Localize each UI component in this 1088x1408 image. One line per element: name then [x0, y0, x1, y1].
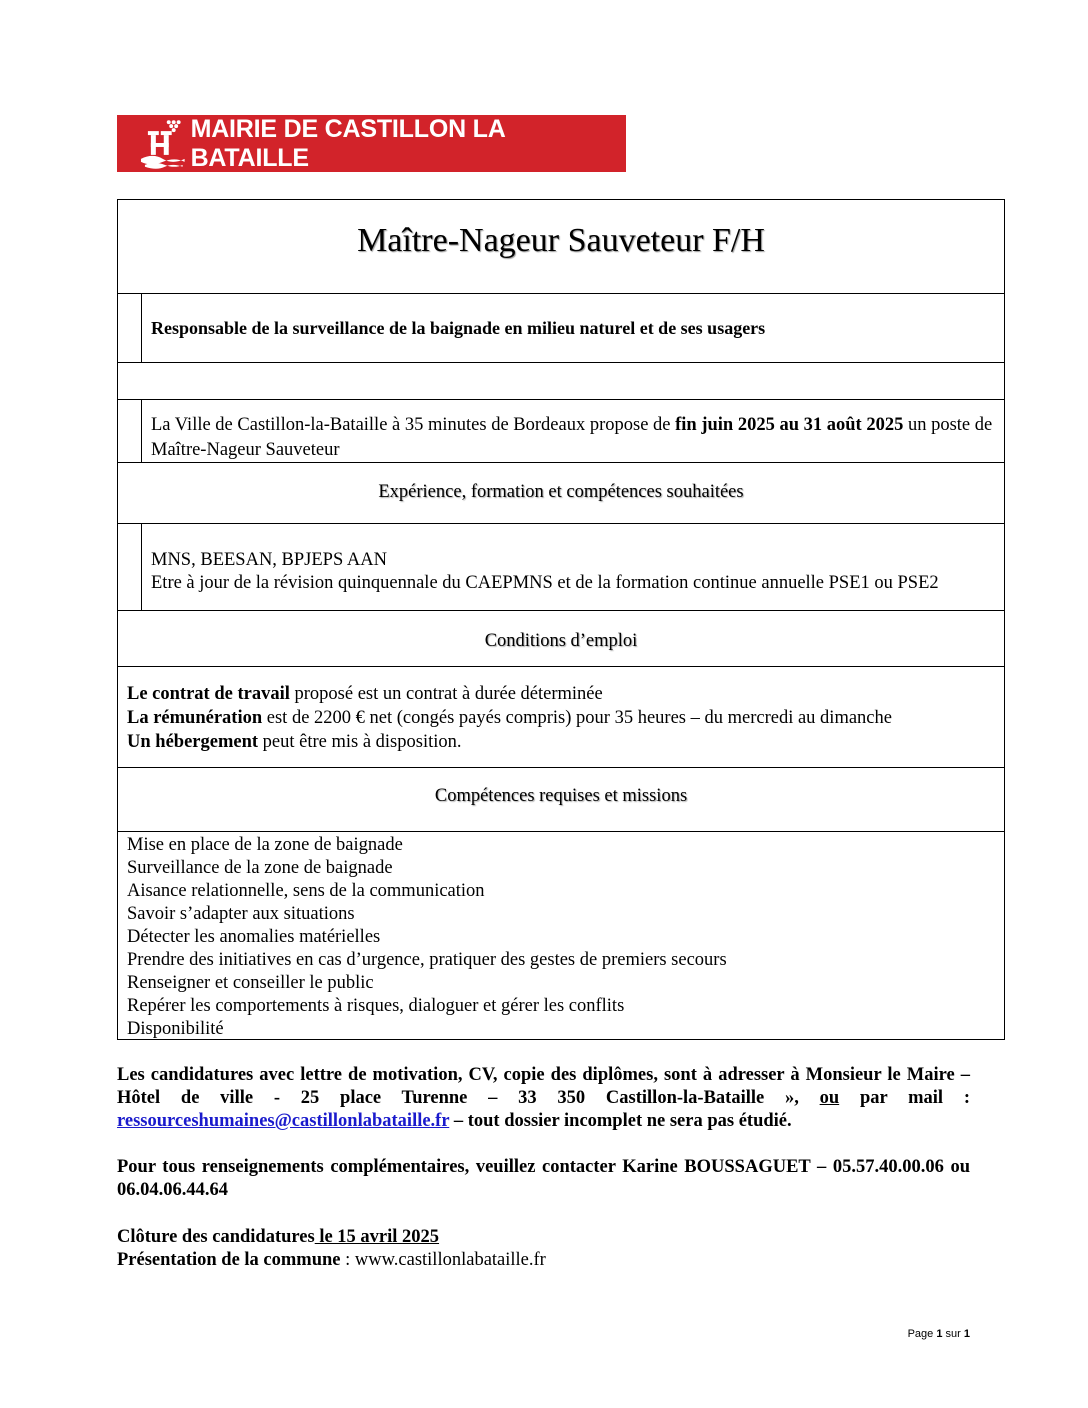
page-total: 1: [963, 1328, 970, 1340]
row-divider: [118, 666, 1004, 667]
list-item: [127, 706, 892, 730]
column-divider: [141, 293, 142, 362]
column-divider: [141, 523, 142, 610]
application-or: ou: [819, 1088, 840, 1108]
list-item: [127, 682, 892, 706]
row-divider: [118, 767, 1004, 768]
list-item: Renseigner et conseiller le public: [127, 973, 374, 993]
job-offer-table: [117, 199, 1005, 1040]
intro-text-end: un poste de Maître-Nageur Sauveteur: [151, 415, 993, 460]
list-item: Aisance relationnelle, sens de la communication: [127, 881, 485, 901]
page-number: [908, 1328, 970, 1340]
list-item: Détecter les anomalies matérielles: [127, 927, 381, 947]
application-text: par mail :: [839, 1088, 970, 1108]
application-text: – tout dossier incomplet ne sera pas étudié.: [449, 1111, 792, 1131]
conditions-heading: Conditions d’emploi: [484, 631, 638, 651]
page-label: Page: [907, 1328, 937, 1340]
row-divider: [118, 399, 1004, 400]
mairie-logo: [117, 115, 626, 172]
missions-list: [127, 834, 727, 1041]
job-subtitle: Responsable de la surveillance de la baignade en milieu naturel et de ses usagers: [151, 318, 766, 338]
application-text: Les candidatures avec lettre de motivation, CV, copie des diplômes, sont à adresser à Monsieur le Maire – Hôtel de ville - 25 place Turenne – 33 350 Castillon-la-Bataille »,: [117, 1065, 970, 1108]
missions-heading: Compétences requises et missions: [434, 786, 688, 806]
row-divider: [118, 362, 1004, 363]
experience-heading: Expérience, formation et compétences souhaitées: [378, 482, 744, 502]
intro-text: La Ville de Castillon-la-Bataille à 35 minutes de Bordeaux propose de: [151, 415, 676, 435]
list-item: Savoir s’adapter aux situations: [127, 904, 355, 924]
logo-text: MAIRIE DE CASTILLON LA BATAILLE: [190, 114, 505, 172]
list-item: Repérer les comportements à risques, dialoguer et gérer les conflits: [127, 996, 625, 1016]
closing-date: le 15 avril 2025: [314, 1227, 440, 1247]
experience-list: [151, 549, 939, 595]
closing-label: Clôture des candidatures: [117, 1227, 315, 1247]
list-item: MNS, BEESAN, BPJEPS AAN: [151, 550, 387, 570]
conditions-list: [127, 682, 892, 754]
item-label: Un hébergement: [127, 732, 259, 752]
row-divider: [118, 610, 1004, 611]
email-link[interactable]: ressourceshumaines@castillonlabataille.fr: [117, 1111, 450, 1131]
job-title: Maître-Nageur Sauveteur F/H: [357, 222, 765, 259]
application-instructions: [117, 1064, 970, 1133]
job-intro: [151, 413, 996, 463]
item-text: peut être mis à disposition.: [258, 732, 462, 752]
presentation-url: : www.castillonlabataille.fr: [340, 1250, 546, 1270]
list-item: [127, 730, 892, 754]
presentation-label: Présentation de la commune: [117, 1250, 341, 1270]
closing-date-line: [117, 1226, 970, 1249]
item-label: La rémunération: [127, 708, 263, 728]
item-label: Le contrat de travail: [127, 684, 290, 704]
item-text: est de 2200 € net (congés payés compris) pour 35 heures – du mercredi au dimanche: [262, 708, 892, 728]
list-item: Etre à jour de la révision quinquennale du CAEPMNS et de la formation continue annuelle PSE1 ou PSE2: [151, 573, 939, 593]
presentation-line: [117, 1249, 970, 1272]
castle-logo-icon: [137, 115, 189, 172]
list-item: Disponibilité: [127, 1019, 224, 1039]
closing-info: [117, 1226, 970, 1272]
row-divider: [118, 831, 1004, 832]
contact-info: Pour tous renseignements complémentaires, veuillez contacter Karine BOUSSAGUET – 05.57.40.00.06 ou 06.04.06.44.64: [117, 1157, 970, 1200]
column-divider: [141, 399, 142, 462]
page-current: 1: [936, 1328, 943, 1340]
list-item: Mise en place de la zone de baignade: [127, 835, 403, 855]
row-divider: [118, 523, 1004, 524]
intro-dates: fin juin 2025 au 31 août 2025: [675, 415, 904, 435]
list-item: Prendre des initiatives en cas d’urgence, pratiquer des gestes de premiers secours: [127, 950, 727, 970]
list-item: Surveillance de la zone de baignade: [127, 858, 393, 878]
item-text: proposé est un contrat à durée déterminée: [289, 684, 603, 704]
row-divider: [118, 293, 1004, 294]
page-label: sur: [942, 1328, 964, 1340]
